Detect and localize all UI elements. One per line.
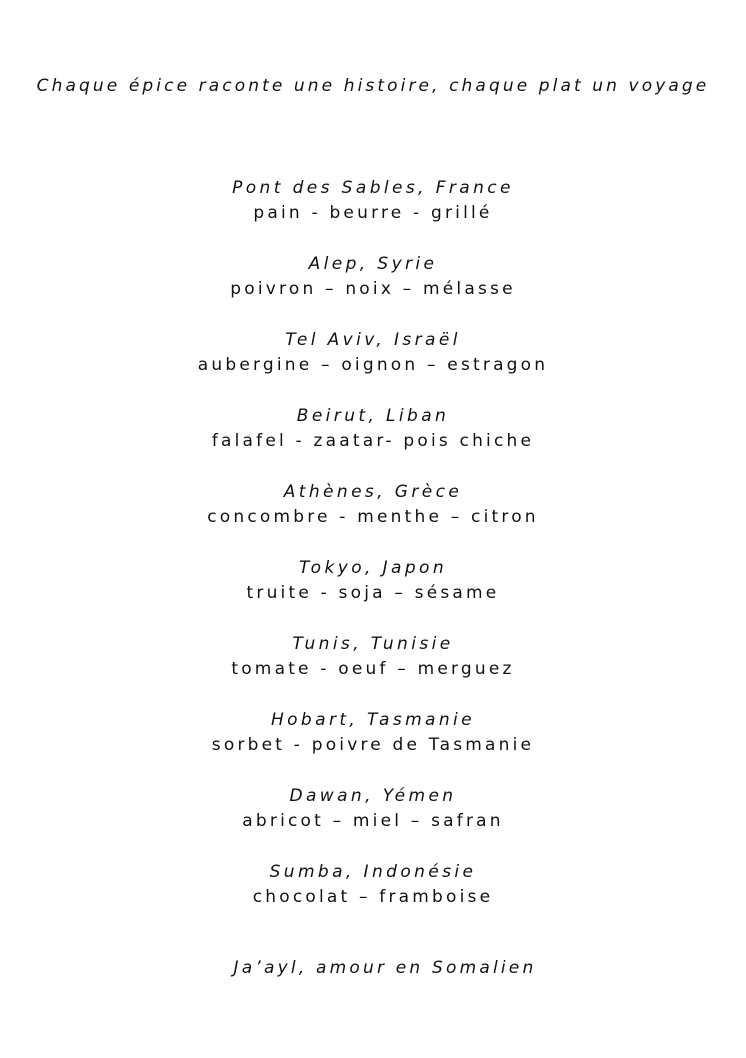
course-ingredients: pain - beurre - grillé bbox=[253, 203, 493, 223]
course-ingredients: sorbet - poivre de Tasmanie bbox=[211, 735, 535, 755]
course-ingredients: concombre - menthe – citron bbox=[207, 507, 539, 527]
course-item bbox=[0, 328, 746, 404]
course-place: Athènes, Grèce bbox=[283, 482, 463, 502]
course-item bbox=[0, 404, 746, 480]
course-ingredients: truite - soja – sésame bbox=[246, 583, 500, 603]
course-place: Alep, Syrie bbox=[308, 254, 438, 274]
course-ingredients: falafel - zaatar- pois chiche bbox=[211, 431, 535, 451]
course-ingredients: chocolat – framboise bbox=[252, 887, 494, 907]
course-place: Pont des Sables, France bbox=[232, 178, 514, 198]
course-ingredients: aubergine – oignon – estragon bbox=[197, 355, 549, 375]
closing-line: Ja’ayl, amour en Somalien bbox=[233, 958, 537, 978]
course-place: Sumba, Indonésie bbox=[269, 862, 477, 882]
course-item bbox=[0, 556, 746, 632]
tagline: Chaque épice raconte une histoire, chaque plat un voyage bbox=[36, 76, 710, 96]
course-item bbox=[0, 784, 746, 860]
course-place: Beirut, Liban bbox=[296, 406, 450, 426]
course-place: Tel Aviv, Israël bbox=[285, 330, 461, 350]
course-item bbox=[0, 632, 746, 708]
course-place: Tunis, Tunisie bbox=[292, 634, 454, 654]
course-item bbox=[0, 252, 746, 328]
course-ingredients: poivron – noix – mélasse bbox=[230, 279, 516, 299]
course-place: Dawan, Yémen bbox=[289, 786, 457, 806]
course-ingredients: abricot – miel – safran bbox=[242, 811, 504, 831]
course-item bbox=[0, 480, 746, 556]
course-place: Hobart, Tasmanie bbox=[270, 710, 476, 730]
course-item bbox=[0, 176, 746, 252]
course-ingredients: tomate - oeuf – merguez bbox=[231, 659, 515, 679]
course-list bbox=[0, 176, 746, 936]
course-item bbox=[0, 860, 746, 936]
course-place: Tokyo, Japon bbox=[299, 558, 447, 578]
course-item bbox=[0, 708, 746, 784]
